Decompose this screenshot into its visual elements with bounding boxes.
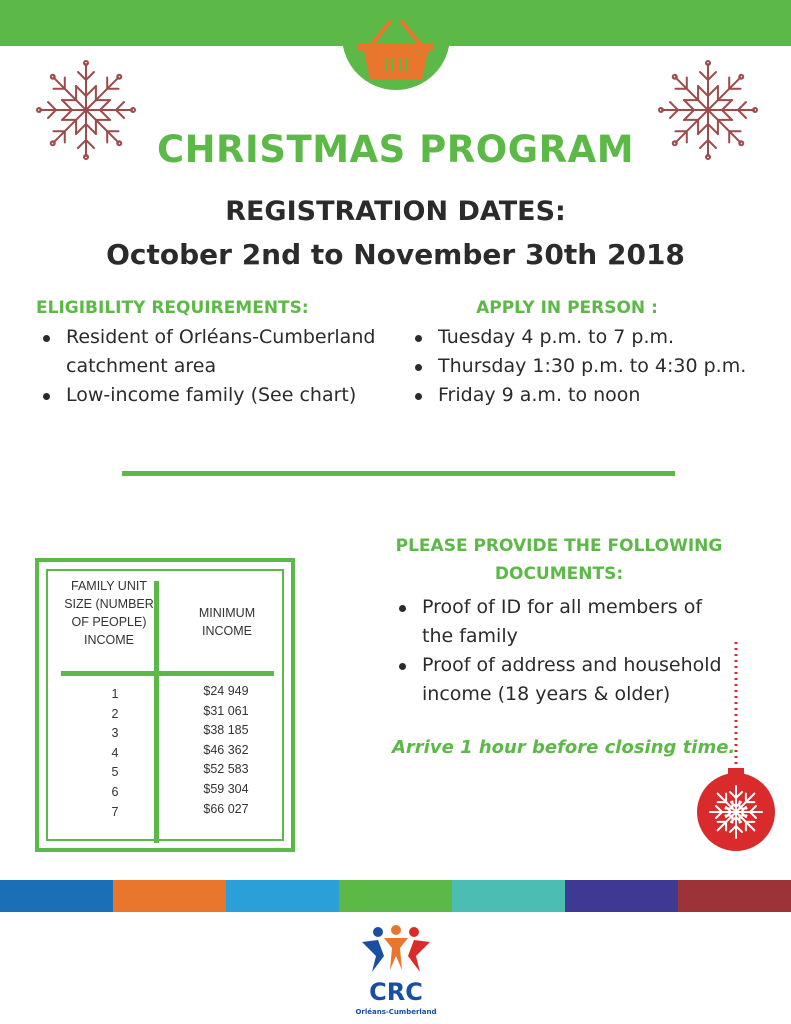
list-item: Resident of Orléans-Cumberland catchment area — [36, 323, 386, 381]
list-item: Friday 9 a.m. to noon — [408, 381, 768, 410]
color-block — [678, 880, 791, 912]
table-cell-size: 3 — [111, 726, 119, 741]
arrival-note: Arrive 1 hour before closing time. — [392, 737, 736, 758]
basket-icon — [352, 18, 440, 86]
registration-dates: October 2nd to November 30th 2018 — [106, 238, 685, 271]
list-item: Tuesday 4 p.m. to 7 p.m. — [408, 323, 768, 352]
table-cell-size: 7 — [111, 804, 119, 819]
table-cell-size: 1 — [111, 687, 119, 701]
eligibility-heading: ELIGIBILITY REQUIREMENTS: — [36, 298, 309, 318]
table-column-sizes — [100, 685, 130, 822]
table-header-minimum-income: MINIMUM INCOME — [198, 606, 256, 638]
logo-wordmark: CRC — [369, 978, 423, 1006]
table-cell-size: 5 — [111, 765, 119, 780]
page-title: CHRISTMAS PROGRAM — [156, 128, 635, 171]
list-item: Proof of address and household income (18 years & older) — [392, 651, 732, 709]
table-cell-income: $38 185 — [203, 723, 249, 738]
list-item: Low-income family (See chart) — [36, 381, 386, 410]
footer-color-strip — [0, 880, 791, 912]
crc-logo — [356, 922, 436, 978]
table-header-divider — [61, 671, 274, 676]
apply-hours-list — [408, 323, 768, 410]
list-item: Thursday 1:30 p.m. to 4:30 p.m. — [408, 352, 768, 381]
color-block — [226, 880, 339, 912]
table-column-incomes — [186, 682, 266, 819]
table-header-family-size: FAMILY UNIT SIZE (NUMBER OF PEOPLE) INCOME — [64, 579, 154, 647]
color-block — [113, 880, 226, 912]
section-divider — [122, 471, 675, 476]
table-cell-income: $66 027 — [203, 801, 249, 816]
color-block — [452, 880, 565, 912]
table-cell-income: $46 362 — [203, 742, 249, 757]
apply-heading: APPLY IN PERSON : — [476, 298, 658, 318]
registration-heading: REGISTRATION DATES: — [225, 196, 566, 227]
table-cell-income: $24 949 — [203, 684, 249, 698]
table-cell-size: 6 — [111, 784, 119, 799]
table-cell-size: 2 — [111, 706, 119, 721]
table-cell-income: $31 061 — [203, 703, 249, 718]
color-block — [339, 880, 452, 912]
eligibility-list — [36, 323, 386, 410]
ornament-icon — [692, 640, 776, 856]
table-cell-income: $59 304 — [203, 781, 249, 796]
table-cell-income: $52 583 — [203, 762, 249, 777]
color-block — [565, 880, 678, 912]
color-block — [0, 880, 113, 912]
table-cell-size: 4 — [111, 745, 119, 760]
documents-heading: PLEASE PROVIDE THE FOLLOWING DOCUMENTS: — [395, 536, 723, 584]
list-item: Proof of ID for all members of the family — [392, 593, 732, 651]
documents-list — [392, 593, 732, 709]
logo-subtitle: Orléans-Cumberland — [355, 1008, 437, 1016]
